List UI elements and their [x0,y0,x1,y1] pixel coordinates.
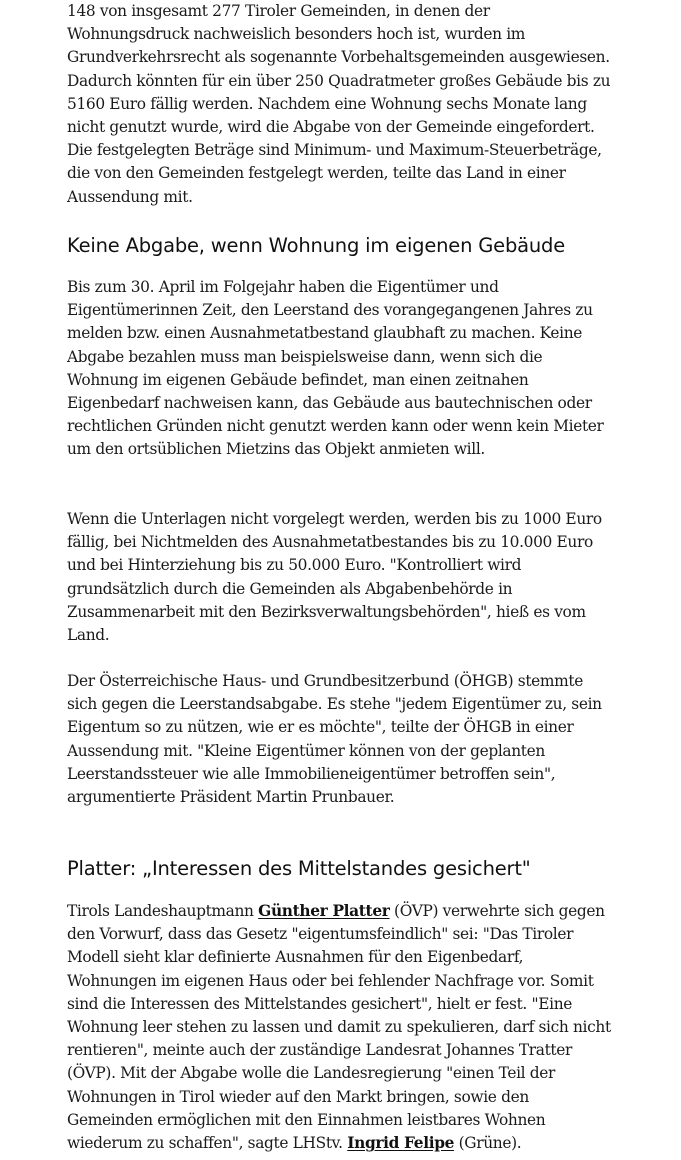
section-heading-keine-abgabe: Keine Abgabe, wenn Wohnung im eigenen Gebäude [67,234,566,257]
person-link-guenther-platter[interactable]: Günther Platter [258,902,390,920]
article-paragraph-leerstand-meldung: Bis zum 30. April im Folgejahr haben die Eigentümer und Eigentümerinnen Zeit, den Leerstand des vorangegangenen Jahres zu melden bzw. einen Ausnahmetatbestand glaubhaft zu machen. Keine Abgabe bezahlen muss man beispielsweise dann, wenn sich die Wohnung im eigenen Gebäude befindet, man einen zeitnahen Eigenbedarf nachweisen kann, das Gebäude aus bautechnischen oder rechtlichen Gründen nicht genutzt werden kann oder wenn kein Mieter um den ortsüblichen Mietzins das Objekt anmieten will. [67,278,604,459]
article-paragraph-oehgb: Der Österreichische Haus- und Grundbesitzerbund (ÖHGB) stemmte sich gegen die Leerstandsabgabe. Es stehe "jedem Eigentümer zu, sein Eigentum so zu nützen, wie er es möchte", teilte der ÖHGB in einer Aussendung mit. "Kleine Eigentümer können von der geplanten Leerstandssteuer wie alle Immobilieneigentümer betroffen sein", argumentierte Präsident Martin Prunbauer. [67,672,602,807]
paragraph-text-segment: (ÖVP) verwehrte sich gegen den Vorwurf, dass das Gesetz "eigentumsfeindlich" sei: "Das Tiroler Modell sieht klar definierte Ausnahmen für den Eigenbedarf, Wohnungen im eigenen Haus oder bei fehlender Nachfrage vor. Somit sind die Interessen des Mittelstandes gesichert", hielt er fest. "Eine Wohnung leer stehen zu lassen und damit zu spekulieren, darf sich nicht rentieren", meinte auch der zuständige Landesrat Johannes Tratter (ÖVP). Mit der Abgabe wolle die Landesregierung "einen Teil der Wohnungen in Tirol wieder auf den Markt bringen, sowie den Gemeinden ermöglichen mit den Einnahmen leistbares Wohnen wiederum zu schaffen", sagte LHStv. [67,902,611,1153]
paragraph-text-segment: Tirols Landeshauptmann [67,902,259,920]
person-link-ingrid-felipe[interactable]: Ingrid Felipe [347,1134,455,1153]
article-paragraph-strafen: Wenn die Unterlagen nicht vorgelegt werden, werden bis zu 1000 Euro fällig, bei Nichtmelden des Ausnahmetatbestandes bis zu 10.000 Euro und bei Hinterziehung bis zu 50.000 Euro. "Kontrolliert wird grundsätzlich durch die Gemeinden als Abgabenbehörde in Zusammenarbeit mit den Bezirksverwaltungsbehörden", hieß es vom Land. [67,510,602,645]
section-heading-platter: Platter: „Interessen des Mittelstandes gesichert" [67,857,531,880]
article-paragraph-platter [67,900,612,1155]
paragraph-text-segment: (Grüne). [454,1134,522,1153]
article-paragraph-intro: 148 von insgesamt 277 Tiroler Gemeinden, in denen der Wohnungsdruck nachweislich besonders hoch ist, wurden im Grundverkehrsrecht als sogenannte Vorbehaltsgemeinden ausgewiesen. Dadurch könnten für ein über 250 Quadratmeter großes Gebäude bis zu 5160 Euro fällig werden. Nachdem eine Wohnung sechs Monate lang nicht genutzt wurde, wird die Abgabe von der Gemeinde eingefordert. Die festgelegten Beträge sind Minimum- und Maximum-Steuerbeträge, die von den Gemeinden festgelegt werden, teilte das Land in einer Aussendung mit. [67,2,611,206]
